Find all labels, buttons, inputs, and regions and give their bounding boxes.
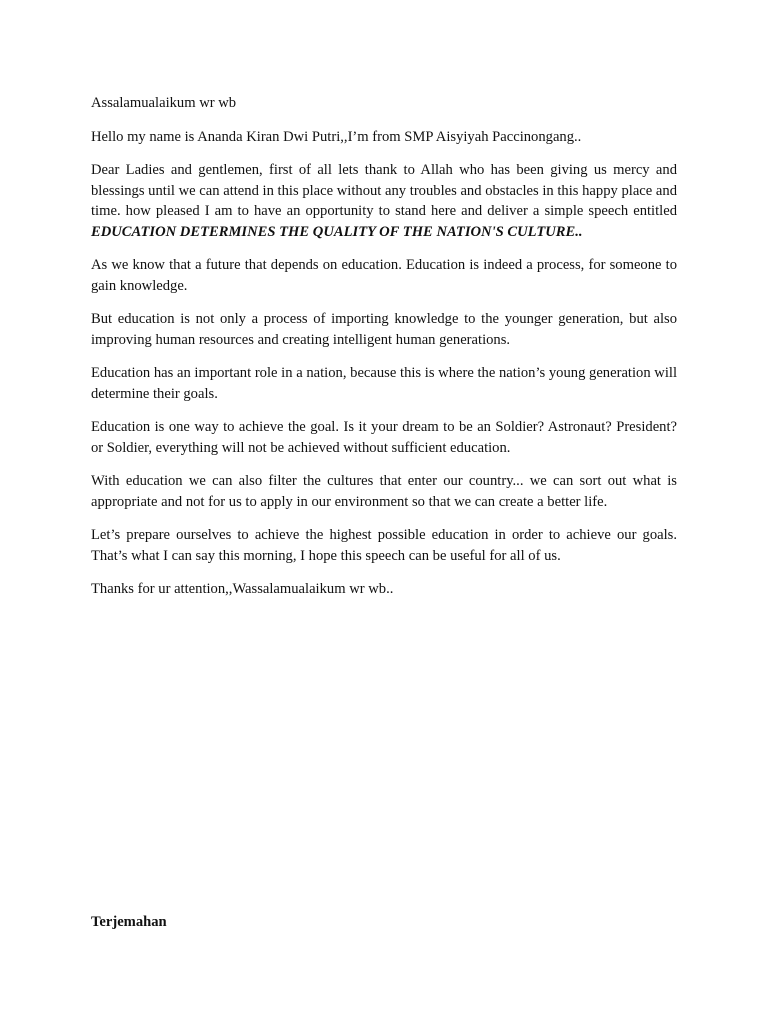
body-paragraph: Education is one way to achieve the goal. Is it your dream to be an Soldier? Astronaut? President? or Soldier, everything will not be achieved without sufficient education. bbox=[91, 419, 677, 456]
body-paragraph: Education has an important role in a nation, because this is where the nation’s young generation will determine their goals. bbox=[91, 365, 677, 402]
opening-text: Dear Ladies and gentlemen, first of all lets thank to Allah who has been giving us mercy and blessings until we can attend in this place without any troubles and obstacles in this happy place and time. how pleased I am to have an opportunity to stand here and deliver a simple speech entitled bbox=[91, 162, 677, 219]
introduction-paragraph: Hello my name is Ananda Kiran Dwi Putri,,I’m from SMP Aisyiyah Paccinongang.. bbox=[91, 128, 582, 145]
speech-body bbox=[91, 93, 677, 613]
body-paragraph: As we know that a future that depends on education. Education is indeed a process, for someone to gain knowledge. bbox=[91, 257, 677, 294]
body-paragraph: With education we can also filter the cultures that enter our country... we can sort out what is appropriate and not for us to apply in our environment so that we can create a better life. bbox=[91, 473, 677, 510]
body-paragraph: Let’s prepare ourselves to achieve the highest possible education in order to achieve our goals. That’s what I can say this morning, I hope this speech can be useful for all of us. bbox=[91, 527, 677, 564]
speech-title: EDUCATION DETERMINES THE QUALITY OF THE NATION'S CULTURE.. bbox=[91, 223, 583, 240]
greeting-paragraph: Assalamualaikum wr wb bbox=[91, 95, 237, 111]
translation-heading: Terjemahan bbox=[91, 914, 167, 930]
body-paragraph: But education is not only a process of importing knowledge to the younger generation, but also improving human resources and creating intelligent human generations. bbox=[91, 311, 677, 348]
closing-paragraph: Thanks for ur attention,,Wassalamualaikum wr wb.. bbox=[91, 581, 394, 597]
opening-paragraph bbox=[91, 160, 677, 242]
